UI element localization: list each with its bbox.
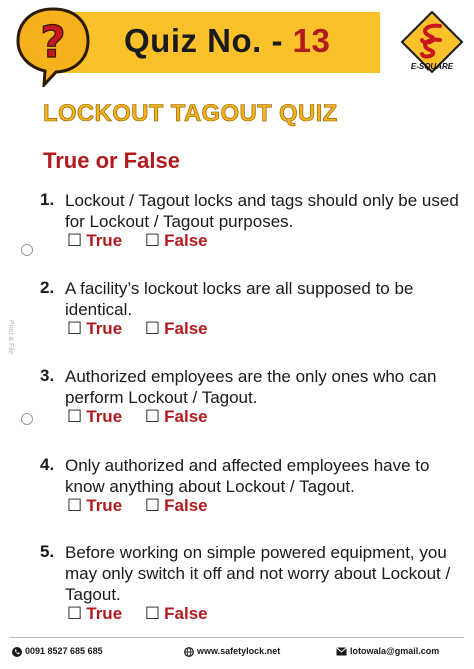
option-true-label: True [86,231,123,250]
quiz-number-title [124,22,330,60]
answer-options [67,407,226,427]
checkbox-icon[interactable]: ☐ [67,496,83,515]
option-false[interactable] [145,231,208,251]
question-number: 5. [40,542,55,561]
option-true[interactable] [67,319,122,339]
checkbox-icon[interactable]: ☐ [67,407,83,426]
side-note: Print & File [7,320,14,355]
question-number: 4. [40,455,55,474]
question-text: Before working on simple powered equipment, you may only switch it off and not worry about Lockout / Tagout. [65,543,451,604]
option-false[interactable] [145,407,208,427]
answer-options [67,496,226,516]
option-false-label: False [164,231,208,250]
quiz-label: Quiz No. - [124,22,283,59]
quiz-title: LOCKOUT TAGOUT QUIZ [43,100,338,127]
option-true-label: True [86,407,123,426]
punch-hole [21,244,33,256]
phone-text: 0091 8527 685 685 [25,646,103,656]
phone-icon [12,647,22,657]
footer-divider [10,637,464,638]
option-false-label: False [164,319,208,338]
logo-text: E-SQUARE [410,62,454,71]
checkbox-icon[interactable]: ☐ [67,319,83,338]
footer-website[interactable] [184,646,280,657]
globe-icon [184,647,194,657]
punch-hole [21,413,33,425]
quiz-number: 13 [292,22,331,59]
footer-email[interactable] [336,646,439,656]
question-number: 2. [40,278,55,297]
checkbox-icon[interactable]: ☐ [144,496,161,515]
answer-options [67,319,226,339]
question-number: 1. [40,190,55,209]
checkbox-icon[interactable]: ☐ [67,604,83,623]
svg-text:?: ? [40,17,66,68]
email-text[interactable]: lotowala@gmail.com [350,646,440,656]
option-true[interactable] [67,496,122,516]
checkbox-icon[interactable]: ☐ [144,604,161,623]
checkbox-icon[interactable]: ☐ [144,231,161,250]
question-number: 3. [40,366,55,385]
option-true[interactable] [67,407,122,427]
option-true[interactable] [67,231,122,251]
question-mark-icon [14,5,92,87]
answer-options [67,604,226,624]
question-text: Only authorized and affected employees have to know anything about Lockout / Tagout. [65,456,430,496]
question-text: Authorized employees are the only ones who can perform Lockout / Tagout. [65,367,437,407]
option-true[interactable] [67,604,122,624]
option-true-label: True [86,604,123,623]
footer-phone [12,646,103,657]
checkbox-icon[interactable]: ☐ [144,319,161,338]
question-text: A facility’s lockout locks are all supposed to be identical. [65,279,414,319]
answer-options [67,231,226,251]
option-false-label: False [164,407,208,426]
option-false[interactable] [145,604,208,624]
checkbox-icon[interactable]: ☐ [144,407,161,426]
checkbox-icon[interactable]: ☐ [67,231,83,250]
option-true-label: True [86,496,123,515]
question-text: Lockout / Tagout locks and tags should only be used for Lockout / Tagout purposes. [65,191,459,231]
option-true-label: True [86,319,123,338]
mail-icon [336,647,347,656]
website-text[interactable]: www.safetylock.net [197,646,281,656]
option-false-label: False [164,496,208,515]
option-false[interactable] [145,319,208,339]
option-false-label: False [164,604,208,623]
section-title: True or False [43,148,180,173]
option-false[interactable] [145,496,208,516]
